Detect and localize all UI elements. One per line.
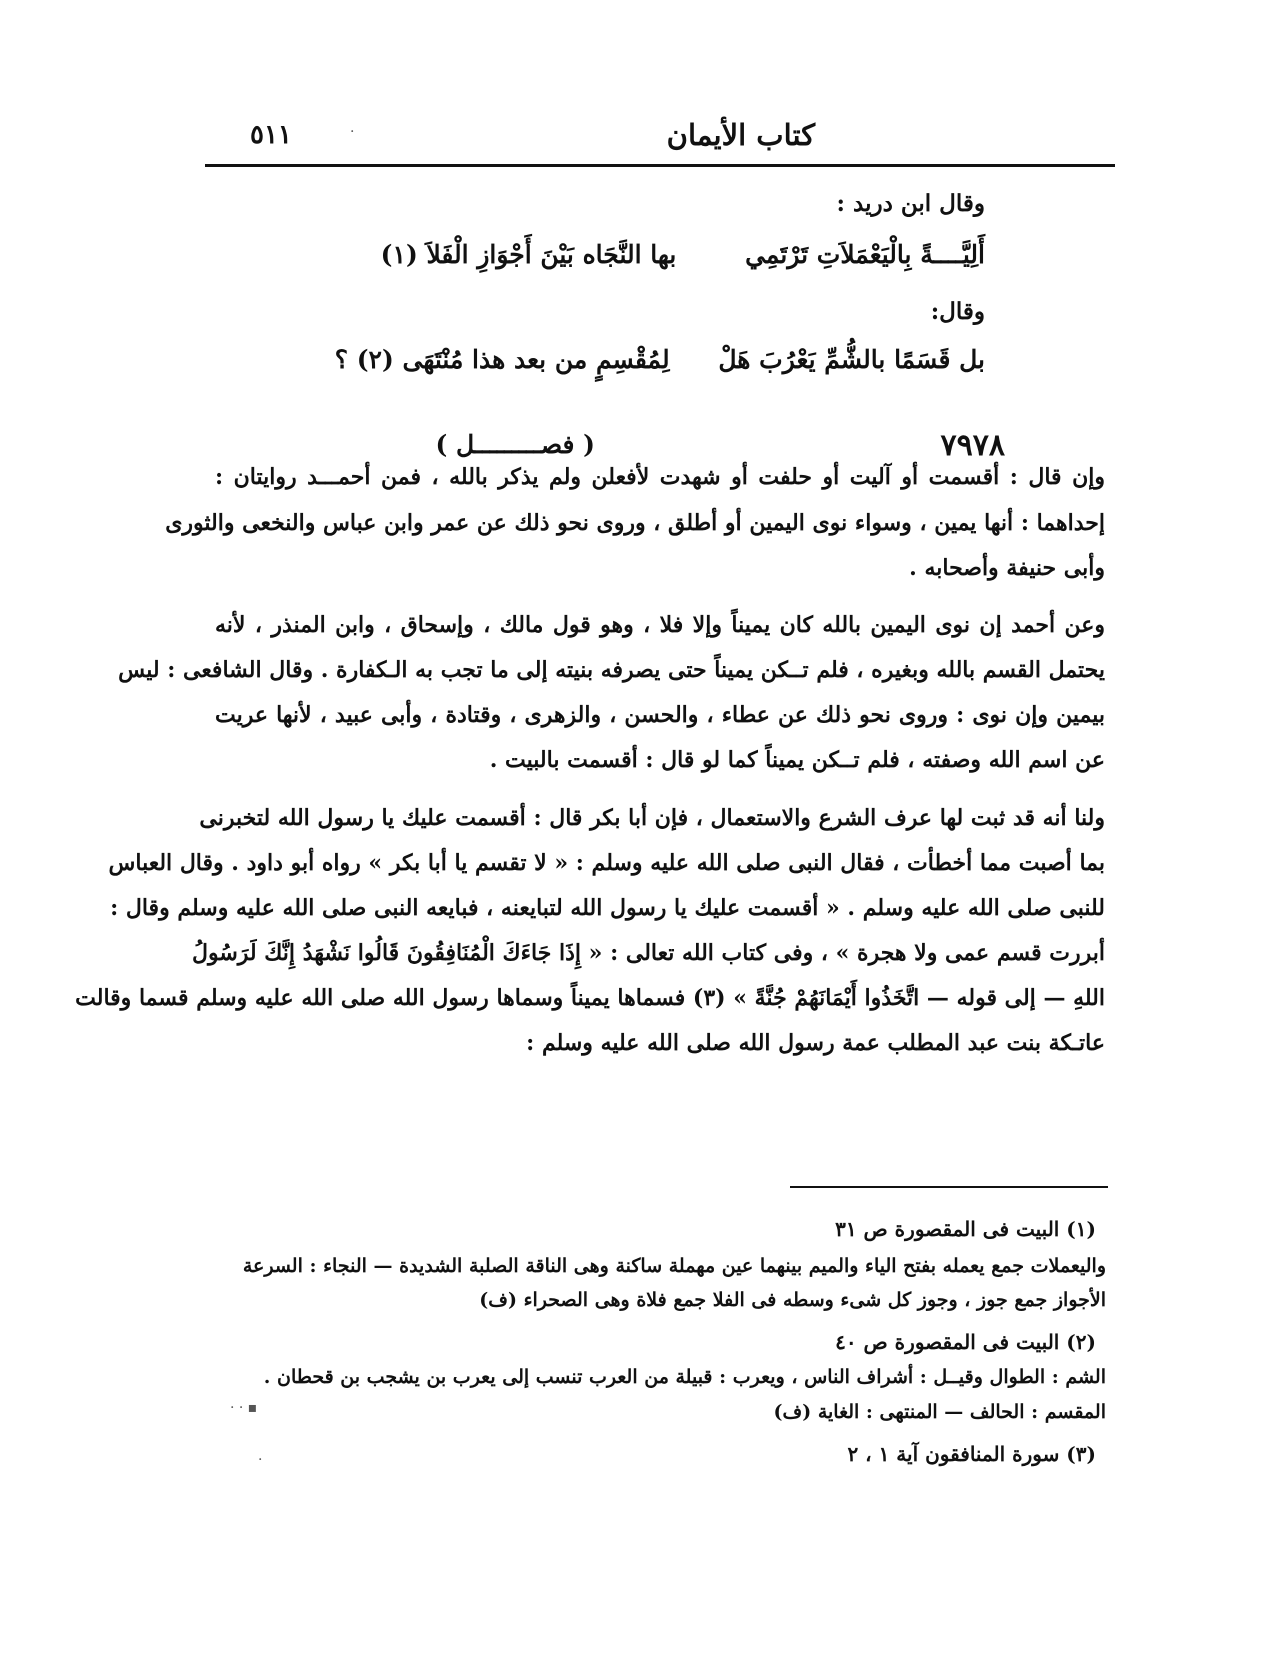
paragraph-line: اللهِ — إلى قوله — اتَّخَذُوا أَيْمَانَهُمْ جُنَّةً » (٣) فسماها يميناً وسماها رسول الله صلى الله عليه وسلم قسما وقالت [75, 985, 1105, 1011]
paragraph-line: إحداهما : أنها يمين ، وسواء نوى اليمين أو أطلق ، وروى نحو ذلك عن عمر وابن عباس والنخعى والثورى [165, 510, 1105, 536]
paragraph-line: يحتمل القسم بالله وبغيره ، فلم تــكن يميناً حتى يصرفه بنيته إلى ما تجب به الـكفارة . وقال الشافعى : ليس [118, 657, 1105, 683]
section-title: ( فصـــــــــل ) [435, 430, 595, 459]
paragraph-line: عن اسم الله وصفته ، فلم تــكن يميناً كما لو قال : أقسمت بالبيت . [489, 747, 1105, 773]
footnote-2-line: المقسم : الحالف — المنتهى : الغاية (ف) [773, 1401, 1106, 1423]
footnote-3-heading: (٣) سورة المنافقون آية ١ ، ٢ [847, 1442, 1096, 1466]
paragraph-line: للنبى صلى الله عليه وسلم . « أقسمت عليك يا رسول الله لتبايعنه ، فبايعه النبى صلى الله عليه وسلم وقال : [110, 895, 1105, 921]
footnote-divider [790, 1186, 1108, 1188]
paragraph-line: وأبى حنيفة وأصحابه . [909, 555, 1105, 581]
paragraph-line: عاتـكة بنت عبد المطلب عمة رسول الله صلى الله عليه وسلم : [526, 1030, 1105, 1056]
paragraph-line: وإن قال : أقسمت أو آليت أو حلفت أو شهدت لأفعلن ولم يذكر بالله ، فمن أحمـــد روايتان : [215, 464, 1105, 490]
footnote-2-line: الشم : الطوال وقيــل : أشراف الناس ، ويعرب : قبيلة من العرب تنسب إلى يعرب بن يشجب بن قحطان . [263, 1366, 1106, 1388]
paragraph-line: بما أصبت مما أخطأت ، فقال النبى صلى الله عليه وسلم : « لا تقسم يا أبا بكر » رواه أبو داود . وقال العباس [108, 850, 1105, 876]
footnote-1-line: واليعملات جمع يعمله بفتح الياء والميم بينهما عين مهملة ساكنة وهى الناقة الصلبة الشديدة — النجاء : السرعة [242, 1255, 1106, 1277]
verse-1-first-hemistich: أَلِيَّــــةً بِالْيَعْمَلاَتِ تَرْتَمِي [745, 240, 985, 269]
verse-2 [305, 345, 985, 374]
section-number: ٧٩٧٨ [940, 428, 1005, 463]
scan-artifact: ▪ · · [230, 1400, 258, 1416]
verse-2-second-hemistich: لِمُقْسِمٍ من بعد هذا مُنْتَهَى (٢) ؟ [334, 345, 670, 374]
paragraph-line: بيمين وإن نوى : وروى نحو ذلك عن عطاء ، والحسن ، والزهرى ، وقتادة ، وأبى عبيد ، لأنها عريت [215, 702, 1105, 728]
verse-intro-2: وقال: [930, 298, 985, 325]
page-title: كتاب الأيمان [666, 118, 815, 152]
footnote-1-heading: (١) البيت فى المقصورة ص ٣١ [835, 1217, 1096, 1241]
paragraph-line: وعن أحمد إن نوى اليمين بالله كان يميناً وإلا فلا ، وهو قول مالك ، وإسحاق ، وابن المنذر ، لأنه [215, 612, 1105, 638]
scan-artifact: · [350, 124, 355, 140]
verse-intro-1: وقال ابن دريد : [836, 190, 985, 217]
paragraph-line: ولنا أنه قد ثبت لها عرف الشرع والاستعمال ، فإن أبا بكر قال : أقسمت عليك يا رسول الله لتخبرنى [199, 805, 1105, 831]
verse-2-first-hemistich: بل قَسَمًا بالشُّمِّ يَعْرُبَ هَلْ [718, 345, 985, 374]
footnote-1-line: الأجواز جمع جوز ، وجوز كل شىء وسطه فى الفلا جمع فلاة وهى الصحراء (ف) [479, 1289, 1106, 1311]
page-number: ٥١١ [250, 120, 292, 150]
scan-artifact: · [258, 1452, 263, 1468]
paragraph-line: أبررت قسم عمى ولا هجرة » ، وفى كتاب الله تعالى : « إِذَا جَاءَكَ الْمُنَافِقُونَ قَالُوا نَشْهَدُ إِنَّكَ لَرَسُولُ [191, 940, 1105, 966]
verse-1-second-hemistich: بها النَّجَاه بَيْنَ أَجْوَازِ الْفَلاَ (١) [380, 240, 677, 269]
footnote-2-heading: (٢) البيت فى المقصورة ص ٤٠ [835, 1330, 1096, 1354]
verse-1 [305, 240, 985, 269]
